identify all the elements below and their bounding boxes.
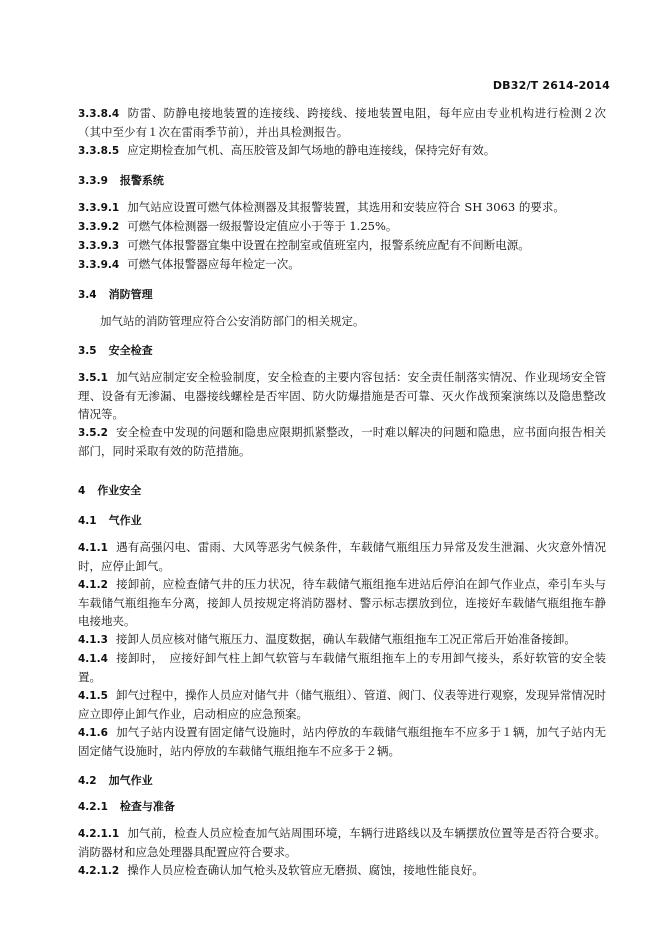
clause-text: 遇有高强闪电、雷雨、大风等恶劣气候条件，车载储气瓶组压力异常及发生泄漏、火灾意外情况时，应停止卸气。: [78, 540, 606, 573]
clause-3-3-9-2: [78, 217, 606, 236]
clause-3-5-2: [78, 423, 606, 460]
clause-text: 加气子站内设置有固定储气设施时，站内停放的车载储气瓶组拖车不应多于１辆，加气子站内无固定储气设施时，站内停放的车载储气瓶组拖车不应多于２辆。: [78, 725, 606, 758]
heading-number: 3.5: [78, 345, 97, 357]
clause-4-1-1: [78, 538, 606, 575]
heading-title: 气作业: [108, 514, 142, 527]
heading-number: 4.2: [78, 775, 97, 787]
heading-4-1: [78, 512, 606, 530]
clause-number: 3.3.9.2: [78, 221, 120, 233]
clause-number: 3.3.8.5: [78, 145, 120, 157]
clause-4-1-6: [78, 723, 606, 760]
clause-number: 4.1.6: [78, 727, 108, 739]
clause-number: 3.3.9.3: [78, 240, 120, 252]
heading-4: [78, 482, 606, 500]
clause-number: 4.1.4: [78, 653, 108, 665]
document-code: DB32/T 2614-2014: [492, 79, 610, 92]
clause-text: 加气前，检查人员应检查加气站周围环境，车辆行进路线以及车辆摆放位置等是否符合要求。消防器材和应急处理器具配置应符合要求。: [78, 826, 606, 859]
clause-text: 操作人员应检查确认加气枪头及软管应无磨损、腐蚀，接地性能良好。: [127, 863, 484, 877]
clause-3-3-8-5: [78, 141, 606, 160]
clause-text: 安全检查中发现的问题和隐患应限期抓紧整改，一时难以解决的问题和隐患，应书面向报告相关部门，同时采取有效的防范措施。: [78, 425, 606, 458]
clause-text: 防雷、防静电接地装置的连接线、跨接线、接地装置电阻，每年应由专业机构进行检测２次（其中至少有１次在雷雨季节前），并出具检测报告。: [78, 106, 606, 139]
heading-number: 4.1: [78, 515, 97, 527]
heading-4-2-1: [78, 798, 606, 816]
page-content: [78, 104, 606, 880]
clause-text: 接卸前，应检查储气井的压力状况，待车载储气瓶组拖车进站后停泊在卸气作业点，牵引车头与车载储气瓶组拖车分离，接卸人员按规定将消防器材、警示标志摆放到位，连接好车载储气瓶组拖车静电接地夹。: [78, 577, 606, 628]
heading-3-4: [78, 286, 606, 304]
clause-text: 可燃气体检测器一级报警设定值应小于等于 1.25%。: [127, 219, 398, 233]
heading-number: 4.2.1: [78, 801, 108, 813]
clause-text: 卸气过程中，操作人员应对储气井（储气瓶组）、管道、阀门、仪表等进行观察，发现异常情况时应立即停止卸气作业，启动相应的应急预案。: [78, 688, 606, 721]
heading-3-5: [78, 342, 606, 360]
clause-number: 4.2.1.1: [78, 828, 120, 840]
heading-title: 检查与准备: [119, 800, 175, 813]
clause-number: 3.3.9.1: [78, 202, 120, 214]
clause-number: 3.3.8.4: [78, 108, 120, 120]
clause-4-1-2: [78, 575, 606, 630]
clause-text: 可燃气体报警器应每年检定一次。: [127, 257, 300, 271]
clause-number: 3.5.2: [78, 427, 108, 439]
clause-4-1-5: [78, 686, 606, 723]
clause-number: 4.1.5: [78, 690, 108, 702]
clause-number: 4.1.3: [78, 634, 108, 646]
clause-4-1-3: [78, 630, 606, 649]
clause-4-2-1-1: [78, 824, 606, 861]
clause-number: 4.2.1.2: [78, 865, 120, 877]
heading-3-3-9: [78, 172, 606, 190]
heading-title: 报警系统: [119, 174, 164, 187]
clause-text: 接卸时， 应接好卸气柱上卸气软管与车载储气瓶组拖车上的专用卸气接头，系好软管的安全装置。: [78, 651, 606, 684]
clause-4-2-1-2: [78, 861, 606, 880]
clause-text: 加气站应制定安全检验制度，安全检查的主要内容包括：安全责任制落实情况、作业现场安全管理、设备有无渗漏、电器接线螺栓是否牢固、防火防爆措施是否可靠、灭火作战预案演练以及隐患整改情况等。: [78, 370, 606, 421]
clause-text: 加气站应设置可燃气体检测器及其报警装置，其选用和安装应符合 SH 3063 的要求。: [127, 200, 565, 214]
clause-number: 4.1.2: [78, 579, 108, 591]
clause-3-3-9-1: [78, 198, 606, 217]
clause-text: 应定期检查加气机、高压胶管及卸气场地的静电连接线，保持完好有效。: [127, 143, 496, 157]
clause-number: 4.1.1: [78, 542, 108, 554]
heading-title: 作业安全: [97, 484, 142, 497]
heading-number: 3.4: [78, 289, 97, 301]
heading-title: 消防管理: [108, 288, 153, 301]
clause-text: 可燃气体报警器宜集中设置在控制室或值班室内，报警系统应配有不间断电源。: [127, 238, 530, 252]
heading-4-2: [78, 772, 606, 790]
heading-title: 加气作业: [108, 774, 153, 787]
heading-number: 4: [78, 485, 86, 497]
heading-title: 安全检查: [108, 344, 153, 357]
clause-text: 接卸人员应核对储气瓶压力、温度数据，确认车载储气瓶组拖车工况正常后开始准备接卸。: [115, 632, 576, 646]
clause-number: 3.3.9.4: [78, 259, 120, 271]
clause-4-1-4: [78, 649, 606, 686]
clause-3-3-9-4: [78, 255, 606, 274]
clause-number: 3.5.1: [78, 372, 108, 384]
heading-number: 3.3.9: [78, 175, 108, 187]
clause-3-3-8-4: [78, 104, 606, 141]
clause-3-5-1: [78, 368, 606, 423]
clause-3-3-9-3: [78, 236, 606, 255]
section-3-4-text: 加气站的消防管理应符合公安消防部门的相关规定。: [100, 314, 365, 328]
